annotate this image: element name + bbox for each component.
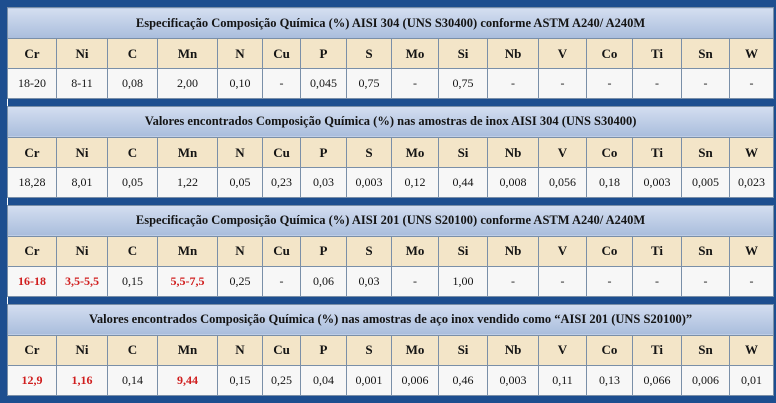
element-header-cell: W bbox=[730, 39, 774, 69]
element-header-cell: Si bbox=[439, 39, 488, 69]
element-header-cell: Ni bbox=[57, 138, 108, 168]
element-header-cell: P bbox=[301, 138, 347, 168]
value-cell: 0,15 bbox=[218, 365, 263, 395]
section-title-row bbox=[8, 205, 774, 236]
value-cell: 0,023 bbox=[730, 168, 774, 198]
section-gap bbox=[8, 99, 774, 107]
value-cell: 0,10 bbox=[218, 69, 263, 99]
value-cell: 0,001 bbox=[347, 365, 392, 395]
element-header-cell: S bbox=[347, 39, 392, 69]
value-cell: 8,01 bbox=[57, 168, 108, 198]
element-header-cell: Mn bbox=[158, 138, 218, 168]
element-header-cell: Ti bbox=[633, 39, 682, 69]
element-header-cell: Mn bbox=[158, 236, 218, 266]
element-header-cell: P bbox=[301, 236, 347, 266]
value-cell: 0,05 bbox=[218, 168, 263, 198]
value-cell: 0,05 bbox=[108, 168, 158, 198]
value-cell: 0,25 bbox=[263, 365, 301, 395]
value-cell: 1,00 bbox=[439, 266, 488, 296]
section-title: Especificação Composição Química (%) AISI 201 (UNS S20100) conforme ASTM A240/ A240M bbox=[8, 205, 774, 236]
value-cell: - bbox=[539, 69, 587, 99]
value-cell: 0,003 bbox=[347, 168, 392, 198]
element-header-cell: C bbox=[108, 335, 158, 365]
element-header-row bbox=[8, 39, 774, 69]
composition-table-frame bbox=[7, 7, 769, 396]
element-header-cell: Ni bbox=[57, 335, 108, 365]
value-cell: - bbox=[587, 266, 633, 296]
element-header-cell: Mo bbox=[392, 236, 439, 266]
value-cell: 0,12 bbox=[392, 168, 439, 198]
element-header-cell: Cr bbox=[8, 335, 57, 365]
element-header-cell: Si bbox=[439, 335, 488, 365]
element-header-cell: C bbox=[108, 236, 158, 266]
section-title-row bbox=[8, 106, 774, 137]
element-header-cell: Mo bbox=[392, 335, 439, 365]
value-cell: 5,5-7,5 bbox=[158, 266, 218, 296]
value-cell: 16-18 bbox=[8, 266, 57, 296]
element-header-cell: Mo bbox=[392, 39, 439, 69]
element-header-cell: W bbox=[730, 335, 774, 365]
value-cell: 0,008 bbox=[488, 168, 539, 198]
element-header-cell: Mn bbox=[158, 39, 218, 69]
element-header-cell: N bbox=[218, 236, 263, 266]
value-cell: - bbox=[488, 69, 539, 99]
composition-table bbox=[7, 7, 774, 396]
value-cell: 0,23 bbox=[263, 168, 301, 198]
value-cell: 0,46 bbox=[439, 365, 488, 395]
value-cell: 0,08 bbox=[108, 69, 158, 99]
element-header-cell: C bbox=[108, 39, 158, 69]
element-header-cell: Ti bbox=[633, 335, 682, 365]
element-header-cell: P bbox=[301, 335, 347, 365]
element-header-cell: Nb bbox=[488, 39, 539, 69]
value-row bbox=[8, 168, 774, 198]
value-cell: 0,003 bbox=[633, 168, 682, 198]
value-cell: 18-20 bbox=[8, 69, 57, 99]
element-header-cell: Co bbox=[587, 39, 633, 69]
element-header-cell: Cr bbox=[8, 138, 57, 168]
element-header-cell: S bbox=[347, 236, 392, 266]
value-cell: 9,44 bbox=[158, 365, 218, 395]
value-cell: - bbox=[730, 266, 774, 296]
element-header-cell: Ni bbox=[57, 236, 108, 266]
value-cell: 0,03 bbox=[301, 168, 347, 198]
section-gap-cell bbox=[8, 99, 774, 107]
section-title: Valores encontrados Composição Química (%) nas amostras de aço inox vendido como “AISI 201 (UNS S20100)” bbox=[8, 304, 774, 335]
value-cell: 0,13 bbox=[587, 365, 633, 395]
element-header-cell: Co bbox=[587, 236, 633, 266]
element-header-cell: Cu bbox=[263, 39, 301, 69]
value-cell: 0,056 bbox=[539, 168, 587, 198]
element-header-cell: S bbox=[347, 335, 392, 365]
element-header-cell: Nb bbox=[488, 236, 539, 266]
value-cell: 0,066 bbox=[633, 365, 682, 395]
value-cell: 0,005 bbox=[682, 168, 730, 198]
section-gap-cell bbox=[8, 198, 774, 206]
value-cell: 0,01 bbox=[730, 365, 774, 395]
value-cell: 0,003 bbox=[488, 365, 539, 395]
element-header-cell: V bbox=[539, 39, 587, 69]
value-cell: 0,75 bbox=[439, 69, 488, 99]
element-header-cell: Co bbox=[587, 335, 633, 365]
element-header-cell: Nb bbox=[488, 138, 539, 168]
section-title-row bbox=[8, 304, 774, 335]
value-cell: - bbox=[488, 266, 539, 296]
value-cell: 0,14 bbox=[108, 365, 158, 395]
value-cell: - bbox=[730, 69, 774, 99]
value-cell: 0,03 bbox=[347, 266, 392, 296]
element-header-row bbox=[8, 236, 774, 266]
value-cell: - bbox=[682, 266, 730, 296]
value-cell: 18,28 bbox=[8, 168, 57, 198]
value-cell: 3,5-5,5 bbox=[57, 266, 108, 296]
element-header-cell: Co bbox=[587, 138, 633, 168]
element-header-row bbox=[8, 335, 774, 365]
element-header-cell: Mo bbox=[392, 138, 439, 168]
value-row bbox=[8, 69, 774, 99]
element-header-cell: Ti bbox=[633, 138, 682, 168]
value-cell: 0,18 bbox=[587, 168, 633, 198]
element-header-cell: V bbox=[539, 335, 587, 365]
element-header-cell: Ni bbox=[57, 39, 108, 69]
element-header-cell: N bbox=[218, 138, 263, 168]
value-row bbox=[8, 365, 774, 395]
value-cell: 0,045 bbox=[301, 69, 347, 99]
value-cell: 0,006 bbox=[392, 365, 439, 395]
value-cell: 0,006 bbox=[682, 365, 730, 395]
value-cell: 0,06 bbox=[301, 266, 347, 296]
value-cell: - bbox=[633, 69, 682, 99]
value-cell: - bbox=[539, 266, 587, 296]
element-header-cell: Sn bbox=[682, 236, 730, 266]
section-gap-cell bbox=[8, 297, 774, 305]
element-header-cell: S bbox=[347, 138, 392, 168]
value-cell: - bbox=[587, 69, 633, 99]
value-cell: - bbox=[263, 69, 301, 99]
element-header-cell: Cu bbox=[263, 236, 301, 266]
element-header-cell: Cu bbox=[263, 138, 301, 168]
element-header-cell: Si bbox=[439, 236, 488, 266]
value-cell: - bbox=[392, 266, 439, 296]
element-header-cell: W bbox=[730, 236, 774, 266]
element-header-cell: N bbox=[218, 335, 263, 365]
value-cell: 1,22 bbox=[158, 168, 218, 198]
value-cell: 8-11 bbox=[57, 69, 108, 99]
value-cell: 0,15 bbox=[108, 266, 158, 296]
element-header-cell: P bbox=[301, 39, 347, 69]
element-header-cell: Nb bbox=[488, 335, 539, 365]
section-title: Especificação Composição Química (%) AISI 304 (UNS S30400) conforme ASTM A240/ A240M bbox=[8, 8, 774, 39]
element-header-cell: Cu bbox=[263, 335, 301, 365]
element-header-row bbox=[8, 138, 774, 168]
value-cell: - bbox=[392, 69, 439, 99]
value-cell: 0,25 bbox=[218, 266, 263, 296]
element-header-cell: Sn bbox=[682, 138, 730, 168]
element-header-cell: Cr bbox=[8, 236, 57, 266]
element-header-cell: V bbox=[539, 236, 587, 266]
element-header-cell: Sn bbox=[682, 335, 730, 365]
section-title: Valores encontrados Composição Química (%) nas amostras de inox AISI 304 (UNS S30400) bbox=[8, 106, 774, 137]
section-title-row bbox=[8, 8, 774, 39]
value-cell: 0,44 bbox=[439, 168, 488, 198]
element-header-cell: Si bbox=[439, 138, 488, 168]
value-cell: - bbox=[263, 266, 301, 296]
element-header-cell: Cr bbox=[8, 39, 57, 69]
value-row bbox=[8, 266, 774, 296]
element-header-cell: W bbox=[730, 138, 774, 168]
value-cell: 12,9 bbox=[8, 365, 57, 395]
value-cell: - bbox=[633, 266, 682, 296]
element-header-cell: C bbox=[108, 138, 158, 168]
value-cell: 0,75 bbox=[347, 69, 392, 99]
value-cell: 2,00 bbox=[158, 69, 218, 99]
value-cell: 1,16 bbox=[57, 365, 108, 395]
element-header-cell: Ti bbox=[633, 236, 682, 266]
element-header-cell: N bbox=[218, 39, 263, 69]
value-cell: - bbox=[682, 69, 730, 99]
section-gap bbox=[8, 198, 774, 206]
element-header-cell: Mn bbox=[158, 335, 218, 365]
element-header-cell: Sn bbox=[682, 39, 730, 69]
section-gap bbox=[8, 297, 774, 305]
value-cell: 0,11 bbox=[539, 365, 587, 395]
element-header-cell: V bbox=[539, 138, 587, 168]
value-cell: 0,04 bbox=[301, 365, 347, 395]
